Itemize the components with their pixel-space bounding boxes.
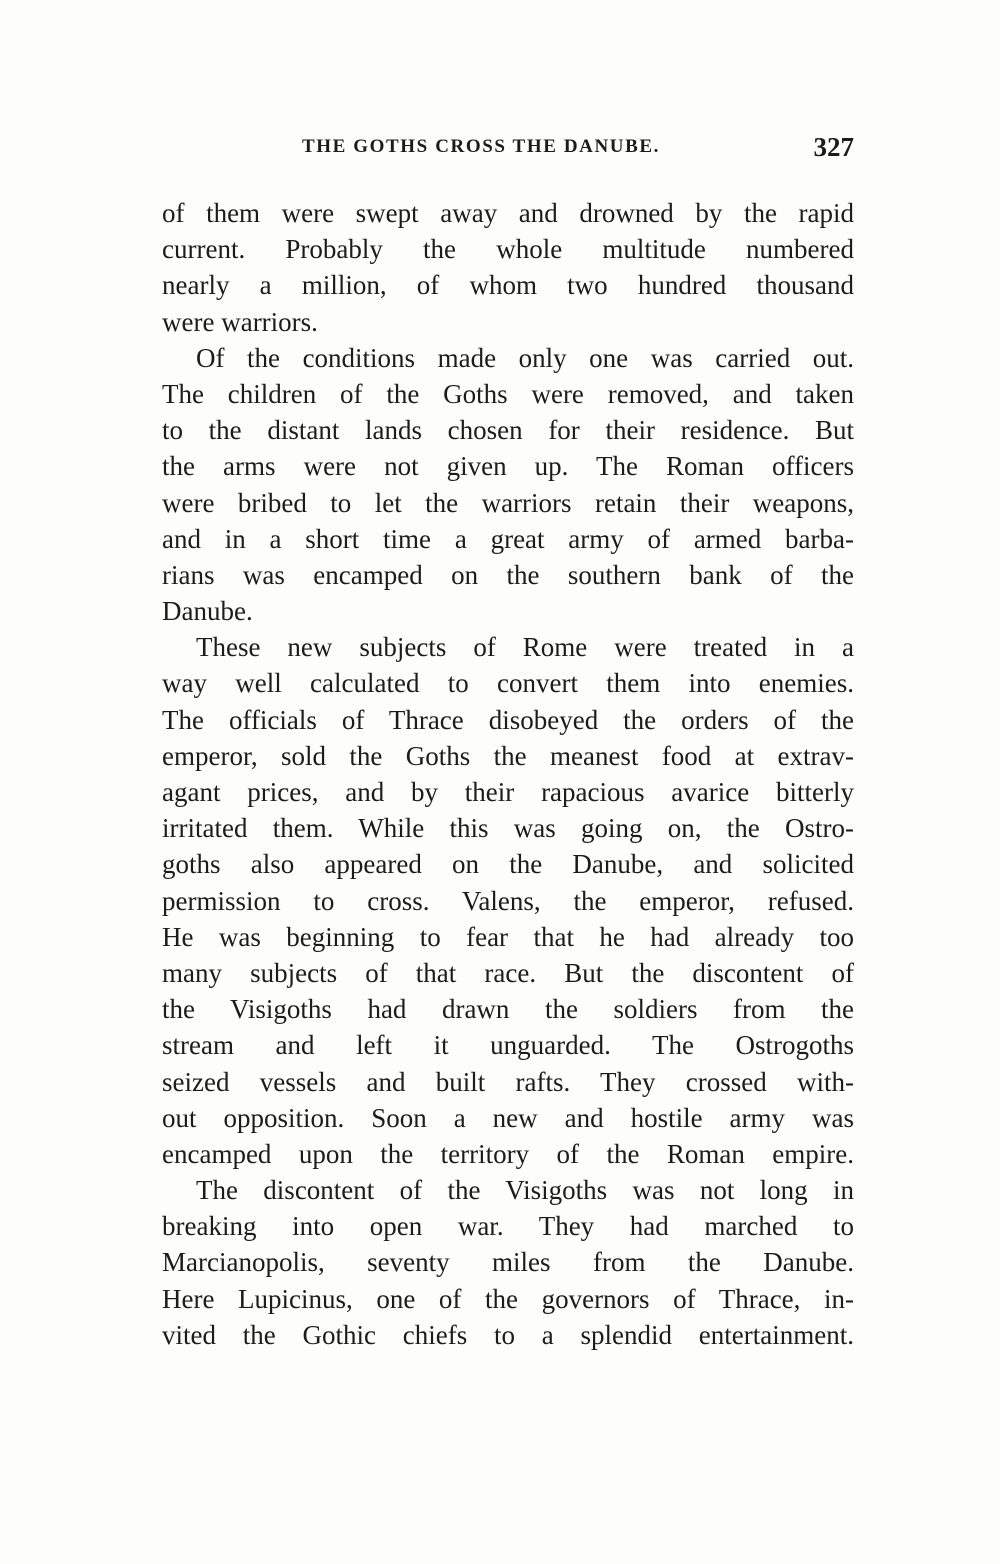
text-line: stream and left it unguarded. The Ostrogoths	[162, 1030, 854, 1061]
text-line: way well calculated to convert them into enemies.	[162, 668, 854, 699]
text-line: nearly a million, of whom two hundred thousand	[162, 270, 854, 301]
body-text	[162, 195, 854, 1353]
paragraph-2	[162, 340, 854, 630]
text-line: seized vessels and built rafts. They crossed with-	[162, 1066, 854, 1097]
text-line: breaking into open war. They had marched to	[162, 1211, 854, 1242]
text-line: The children of the Goths were removed, and taken	[162, 378, 854, 409]
text-line: of them were swept away and drowned by the rapid	[162, 198, 854, 228]
paragraph-3	[162, 629, 854, 1172]
text-line: to the distant lands chosen for their residence. But	[162, 415, 854, 446]
text-line: emperor, sold the Goths the meanest food at extrav-	[162, 740, 854, 771]
text-line: Marcianopolis, seventy miles from the Danube.	[162, 1247, 854, 1278]
text-line: vited the Gothic chiefs to a splendid entertainment.	[162, 1319, 854, 1350]
text-line: irritated them. While this was going on, the Ostro-	[162, 813, 854, 844]
text-line: current. Probably the whole multitude numbered	[162, 234, 854, 265]
text-line: rians was encamped on the southern bank of the	[162, 559, 854, 590]
text-line: Danube.	[162, 596, 253, 627]
text-line: the Visigoths had drawn the soldiers from the	[162, 994, 854, 1025]
text-line: He was beginning to fear that he had already too	[162, 921, 854, 952]
text-line: Of the conditions made only one was carried out.	[196, 342, 854, 373]
text-line: many subjects of that race. But the discontent of	[162, 957, 854, 988]
running-head	[162, 132, 854, 172]
text-line: The discontent of the Visigoths was not long in	[196, 1175, 854, 1206]
text-line: permission to cross. Valens, the emperor, refused.	[162, 885, 854, 916]
text-line: Here Lupicinus, one of the governors of Thrace, in-	[162, 1283, 854, 1314]
text-line: encamped upon the territory of the Roman empire.	[162, 1138, 854, 1169]
text-line: The officials of Thrace disobeyed the orders of the	[162, 704, 854, 735]
text-line: were warriors.	[162, 306, 318, 337]
text-line: out opposition. Soon a new and hostile army was	[162, 1102, 854, 1133]
paragraph-1	[162, 195, 854, 340]
running-title: THE GOTHS CROSS THE DANUBE.	[302, 136, 661, 157]
text-line: agant prices, and by their rapacious avarice bitterly	[162, 777, 854, 807]
text-line: goths also appeared on the Danube, and solicited	[162, 849, 854, 880]
text-line: were bribed to let the warriors retain their weapons,	[162, 487, 854, 518]
text-line: and in a short time a great army of armed barba-	[162, 523, 854, 554]
paragraph-4	[162, 1172, 854, 1353]
text-line: the arms were not given up. The Roman officers	[162, 451, 854, 482]
page-number: 327	[813, 132, 854, 162]
text-line: These new subjects of Rome were treated in a	[196, 632, 854, 663]
